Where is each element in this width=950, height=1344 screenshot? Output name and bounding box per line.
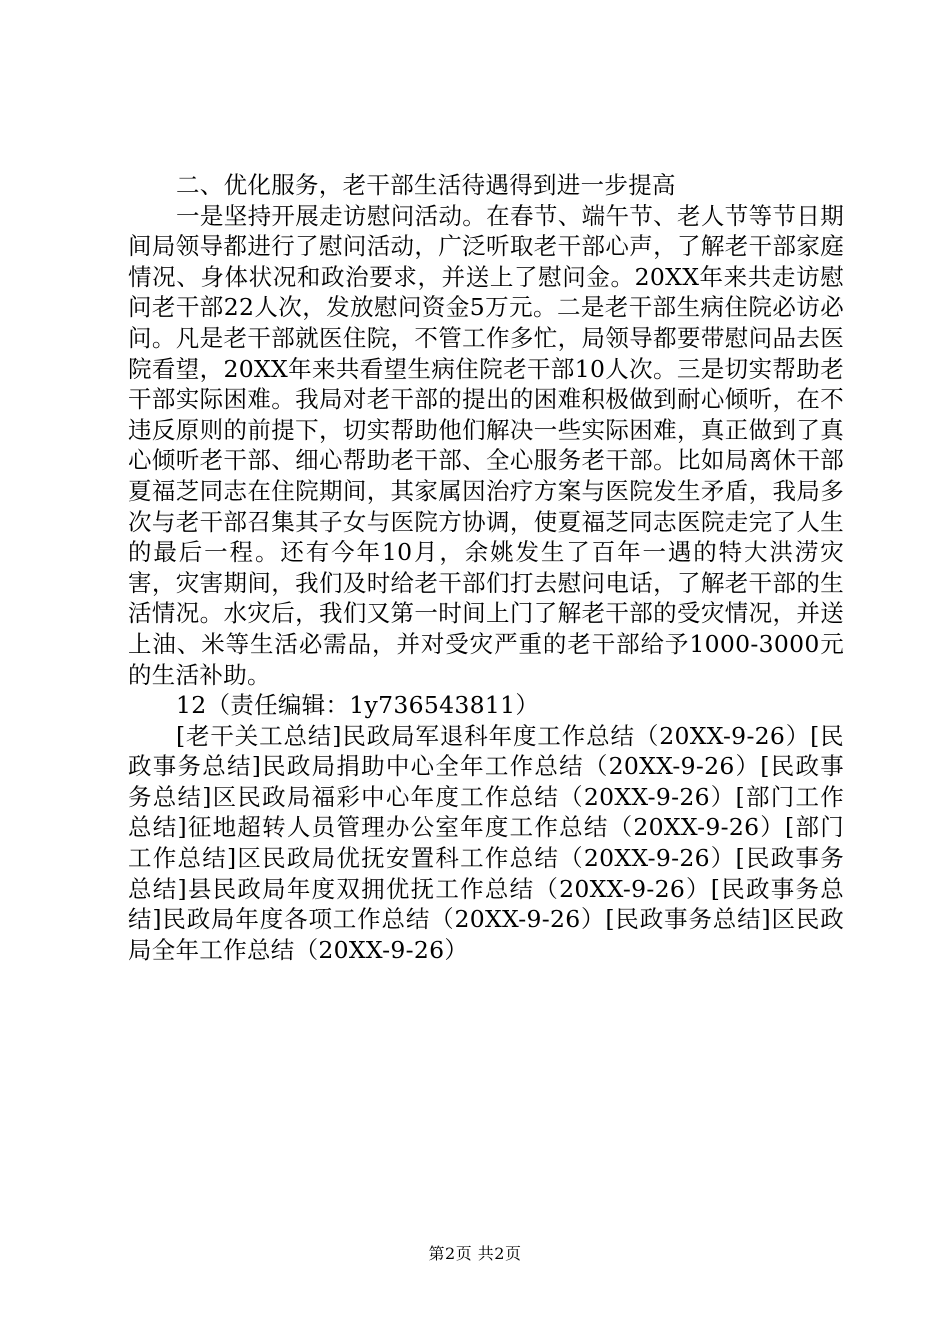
related-link[interactable]: [民政事务总结]民政局年度各项工作总结（20XX-9-26） xyxy=(128,874,845,934)
related-articles xyxy=(128,721,844,966)
related-link[interactable]: [民政事务总结]区民政局福彩中心年度工作总结（20XX-9-26） xyxy=(128,752,844,811)
related-link[interactable]: [部门工作总结]征地超转人员管理办公室年度工作总结（20XX-9-26） xyxy=(128,782,844,842)
related-link[interactable]: [部门工作总结]区民政局优抚安置科工作总结（20XX-9-26） xyxy=(128,813,844,873)
related-link[interactable]: [民政事务总结]县民政局年度双拥优抚工作总结（20XX-9-26） xyxy=(128,844,844,903)
related-link[interactable]: [民政事务总结]区民政局全年工作总结（20XX-9-26） xyxy=(128,905,844,964)
section-heading: 二、优化服务，老干部生活待遇得到进一步提高 xyxy=(176,171,676,199)
document-body xyxy=(128,170,844,965)
page-number: 第2页 共2页 xyxy=(428,1244,522,1263)
editor-note: 12（责任编辑：1y736543811） xyxy=(176,691,540,720)
body-paragraph: 一是坚持开展走访慰问活动。在春节、端午节、老人节等节日期间局领导都进行了慰问活动，广泛听取老干部心声，了解老干部家庭情况、身体状况和政治要求，并送上了慰问金。20XX年来共走访慰问老干部22人次，发放慰问资金5万元。二是老干部生病住院必访必问。凡是老干部就医住院，不管工作多忙，局领导都要带慰问品去医院看望，20XX年来共看望生病住院老干部10人次。三是切实帮助老干部实际困难。我局对老干部的提出的困难积极做到耐心倾听，在不违反原则的前提下，切实帮助他们解决一些实际困难，真正做到了真心倾听老干部、细心帮助老干部、全心服务老干部。比如局离休干部夏福芝同志在住院期间，其家属因治疗方案与医院发生矛盾，我局多次与老干部召集其子女与医院方协调，使夏福芝同志医院走完了人生的最后一程。还有今年10月，余姚发生了百年一遇的特大洪涝灾害，灾害期间，我们及时给老干部们打去慰问电话，了解老干部的生活情况。水灾后，我们又第一时间上门了解老干部的受灾情况，并送上油、米等生活必需品，并对受灾严重的老干部给予1000-3000元的生活补助。 xyxy=(128,201,844,689)
page-footer xyxy=(0,1244,950,1264)
related-link[interactable]: [老干关工总结]民政局军退科年度工作总结（20XX-9-26） xyxy=(176,721,811,750)
related-link[interactable]: [民政事务总结]民政局捐助中心全年工作总结（20XX-9-26） xyxy=(128,721,844,781)
